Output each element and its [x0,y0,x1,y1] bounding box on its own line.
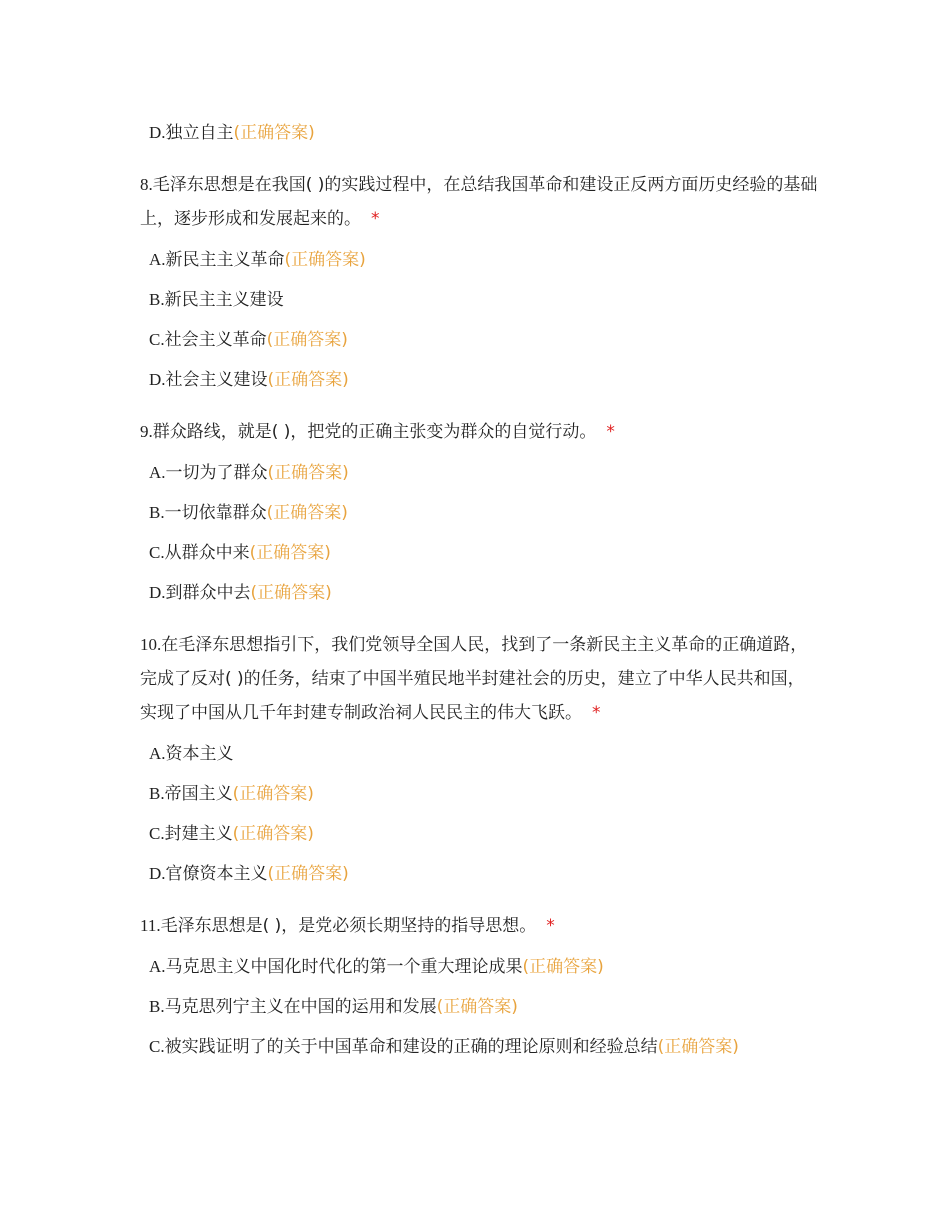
option-letter: B. [149,997,165,1016]
question-block [140,628,820,894]
answer-option [140,360,820,400]
question-number: 9. [140,422,153,441]
question-number: 11. [140,916,161,935]
correct-answer-mark: (正确答案) [232,784,314,804]
option-letter: A. [149,957,166,976]
option-text: 封建主义 [164,824,233,844]
option-text: 社会主义建设 [165,370,268,390]
option-letter: C. [149,330,165,349]
option-text: 到群众中去 [165,583,251,603]
answer-option [140,573,820,613]
answer-option [140,240,820,280]
answer-option [140,493,820,533]
correct-answer-mark: (正确答案) [249,543,331,563]
answer-option [140,1027,820,1067]
option-letter: D. [149,864,166,883]
correct-answer-mark: (正确答案) [267,864,349,884]
correct-answer-mark: (正确答案) [657,1037,739,1057]
question-stem [140,628,820,730]
option-letter: C. [149,824,165,843]
correct-answer-mark: (正确答案) [267,370,349,390]
answer-option [140,987,820,1027]
required-asterisk: * [546,916,555,936]
question-stem [140,909,820,943]
option-text: 新民主主义建设 [164,290,284,310]
question-block [140,415,820,613]
question-number: 8. [140,175,153,194]
option-letter: D. [149,583,166,602]
option-letter: A. [149,744,166,763]
quiz-document [140,0,820,1067]
option-text: 一切依靠群众 [164,503,267,523]
option-letter: A. [149,463,166,482]
option-letter: A. [149,250,166,269]
correct-answer-mark: (正确答案) [232,824,314,844]
question-text: 在毛泽东思想指引下，我们党领导全国人民，找到了一条新民主主义革命的正确道路，完成了反对( )的任务，结束了中国半殖民地半封建社会的历史，建立了中华人民共和国，实现了中国从几千年封建专制政治祠人民民主的伟大飞跃。 [140,635,808,723]
answer-option [140,947,820,987]
question-text: 毛泽东思想是在我国( )的实践过程中，在总结我国革命和建设正反两方面历史经验的基础上，逐步形成和发展起来的。 [140,175,818,229]
correct-answer-mark: (正确答案) [522,957,604,977]
option-text: 新民主主义革命 [165,250,285,270]
correct-answer-mark: (正确答案) [436,997,518,1017]
option-letter: D. [149,370,166,389]
correct-answer-mark: (正确答案) [266,330,348,350]
correct-answer-mark: (正确答案) [266,503,348,523]
option-text: 被实践证明了的关于中国革命和建设的正确的理论原则和经验总结 [164,1037,658,1057]
required-asterisk: * [606,422,615,442]
option-text: 一切为了群众 [165,463,268,483]
option-text: 马克思列宁主义在中国的运用和发展 [164,997,437,1017]
required-asterisk: * [592,703,601,723]
option-text: 从群众中来 [164,543,250,563]
option-letter: D. [149,123,166,142]
option-letter: B. [149,784,165,803]
option-letter: B. [149,290,165,309]
required-asterisk: * [371,209,380,229]
option-text: 马克思主义中国化时代化的第一个重大理论成果 [165,957,523,977]
option-text: 帝国主义 [164,784,233,804]
answer-option [140,113,820,153]
option-text: 独立自主 [165,123,234,143]
answer-option [140,453,820,493]
question-text: 毛泽东思想是( )，是党必须长期坚持的指导思想。 [160,916,537,936]
answer-option [140,320,820,360]
question-stem [140,415,820,449]
option-text: 资本主义 [165,744,234,764]
correct-answer-mark: (正确答案) [267,463,349,483]
answer-option [140,280,820,320]
option-text: 社会主义革命 [164,330,267,350]
correct-answer-mark: (正确答案) [284,250,366,270]
option-letter: B. [149,503,165,522]
question-block [140,909,820,1067]
option-letter: C. [149,1037,165,1056]
correct-answer-mark: (正确答案) [233,123,315,143]
answer-option [140,774,820,814]
answer-option [140,854,820,894]
question-text: 群众路线，就是( )，把党的正确主张变为群众的自觉行动。 [152,422,597,442]
correct-answer-mark: (正确答案) [250,583,332,603]
question-number: 10. [140,635,162,654]
option-letter: C. [149,543,165,562]
answer-option [140,734,820,774]
question-block [140,168,820,400]
option-text: 官僚资本主义 [165,864,268,884]
answer-option [140,533,820,573]
answer-option [140,814,820,854]
question-stem [140,168,820,236]
